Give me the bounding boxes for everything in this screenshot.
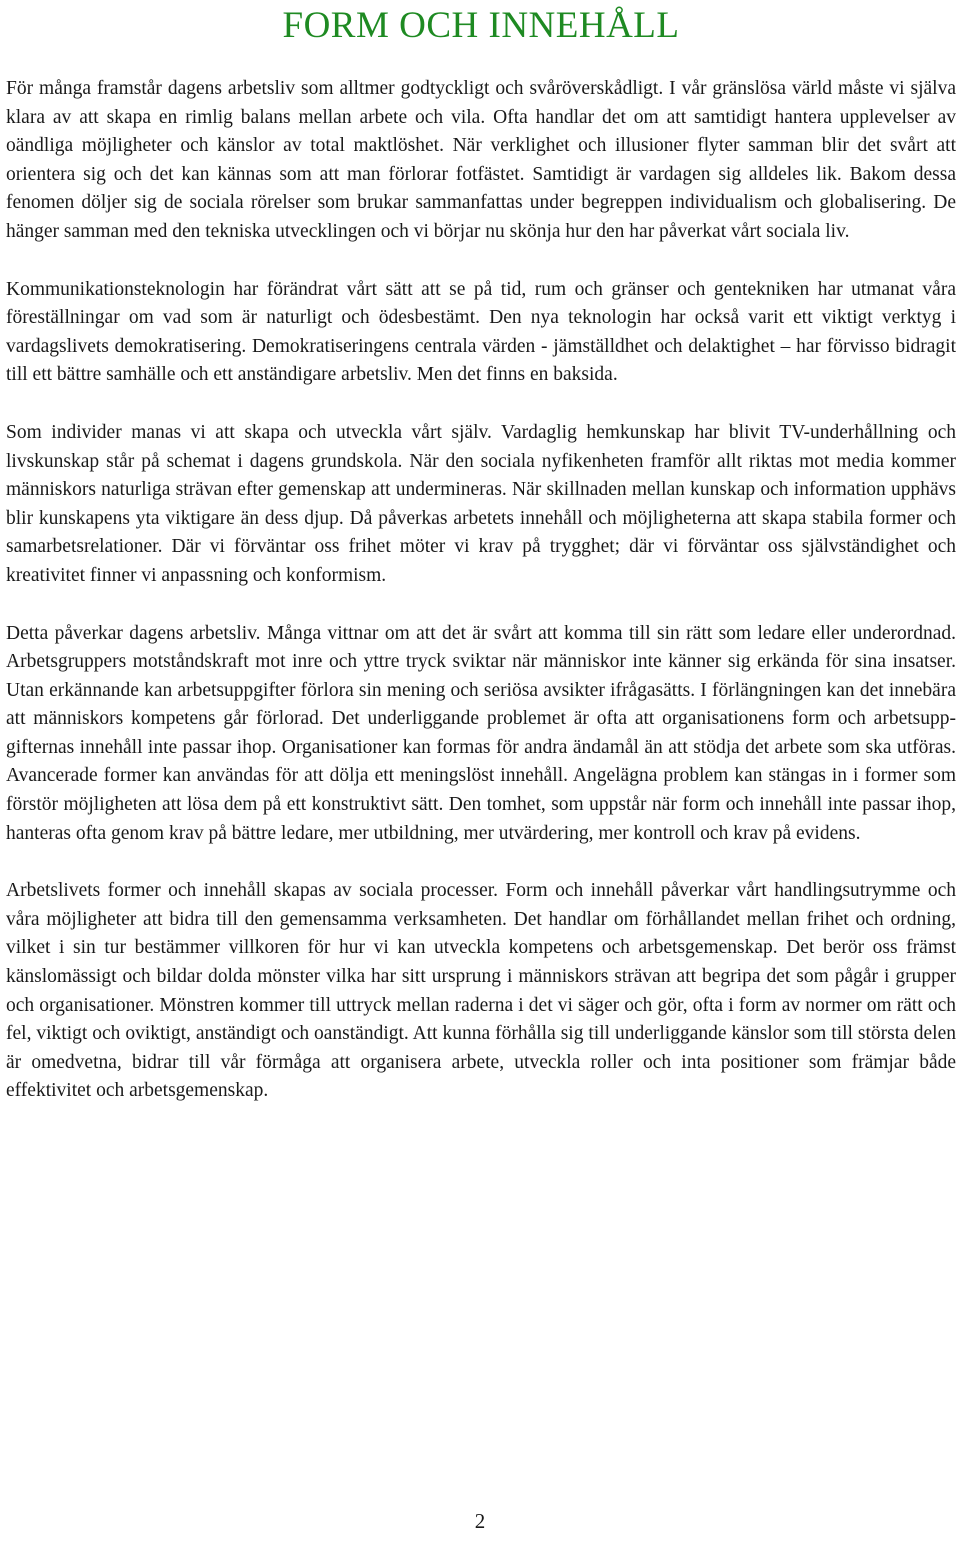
paragraph-1: För många framstår dagens arbetsliv som alltmer godtyckligt och svåröverskådligt. I vår gränslösa värld måste vi själva klara av att skapa en rimlig balans mellan arbete och vila. Ofta handlar det om att samtidigt hantera upplevelser av oändliga möjligheter och känslor av total maktlöshet. När verklighet och illusioner flyter samman blir det svårt att orientera sig och det kan kännas som att man förlorar fotfästet. Samtidigt är vardagen sig alldeles lik. Bakom dessa fenomen döljer sig de sociala rörelser som brukar sammanfattas under begreppen individualism och globalisering. De hänger samman med den tekniska utvecklingen och vi börjar nu skönja hur den har påverkat vårt sociala liv. [6,78,956,242]
page-title: FORM OCH INNEHÅLL [282,5,680,46]
paragraph-2: Kommunikationsteknologin har förändrat vårt sätt att se på tid, rum och gränser och gentekniken har utmanat våra föreställningar om vad som är naturligt och ödesbestämt. Den nya teknologin har också varit ett viktigt verktyg i vardagslivets demokratisering. Demokratiseringens centrala värden - jämställdhet och delaktighet – har förvisso bidragit till ett bättre samhälle och ett anständigare arbetsliv. Men det finns en baksida. [6,278,956,386]
page-number: 2 [474,1509,486,1533]
paragraph-5: Arbetslivets former och innehåll skapas av sociala processer. Form och innehåll påverkar vårt handlingsutrymme och våra möjligheter att bidra till den gemensamma verksamheten. Det handlar om förhållandet mellan frihet och ordning, vilket i sin tur bestämmer villkoren för hur vi kan utveckla kompetens och arbetsgemenskap. Det berör oss främst känslomässigt och bildar dolda mönster vilka har sitt ursprung i människors strävan att begripa det som pågår i grupper och organisationer. Mönstren kommer till uttryck mellan raderna i det vi säger och gör, ofta i form av normer om rätt och fel, viktigt och oviktigt, anständigt och oanständigt. Att kunna förhålla sig till underliggande känslor som till största delen är omedvetna, bidrar till vår förmåga att organisera arbete, utveckla roller och inta positioner som främjar både effektivitet och arbetsgemenskap. [6,880,956,1102]
paragraph-4: Detta påverkar dagens arbetsliv. Många vittnar om att det är svårt att komma till sin rätt som ledare eller underordnad. Arbetsgruppers motståndskraft mot inre och yttre tryck sviktar när människor inte känner sig erkända för sina insatser. Utan erkännande kan arbetsuppgifter förlora sin mening och seriösa avsikter ifrågasätts. I förlängningen kan det innebära att människors kompetens går förlorad. Det underliggande problemet är ofta att organisationens form och arbetsuppgifternas innehåll inte passar ihop. Organisationer kan formas för andra ändamål än att stödja det arbete som ska utföras. Avancerade former kan användas för att dölja ett meningslöst innehåll. Angelägna problem kan stängas in i former som förstör möjligheten att lösa dem på ett konstruktivt sätt. Den tomhet, som uppstår när form och innehåll inte passar ihop, hanteras ofta genom krav på bättre ledare, mer utbildning, mer utvärdering, mer kontroll och krav på evidens. [6,622,956,844]
paragraph-3: Som individer manas vi att skapa och utveckla vårt själv. Vardaglig hemkunskap har blivit TV-underhållning och livskunskap står på schemat i dagens grundskola. När den sociala nyfikenheten framför allt riktas mot media kommer människors naturliga strävan efter gemenskap att undermineras. När skillnaden mellan kunskap och information upphävs blir kunskapens yta viktigare än dess djup. Då påverkas arbetets innehåll och möjligheterna att skapa stabila former och samarbetsrelationer. Där vi förväntar oss frihet möter vi krav på trygghet; där vi förväntar oss självständighet och kreativitet finner vi anpassning och konformism. [6,421,956,586]
body-text [6,75,956,1106]
document-page [6,0,956,1135]
